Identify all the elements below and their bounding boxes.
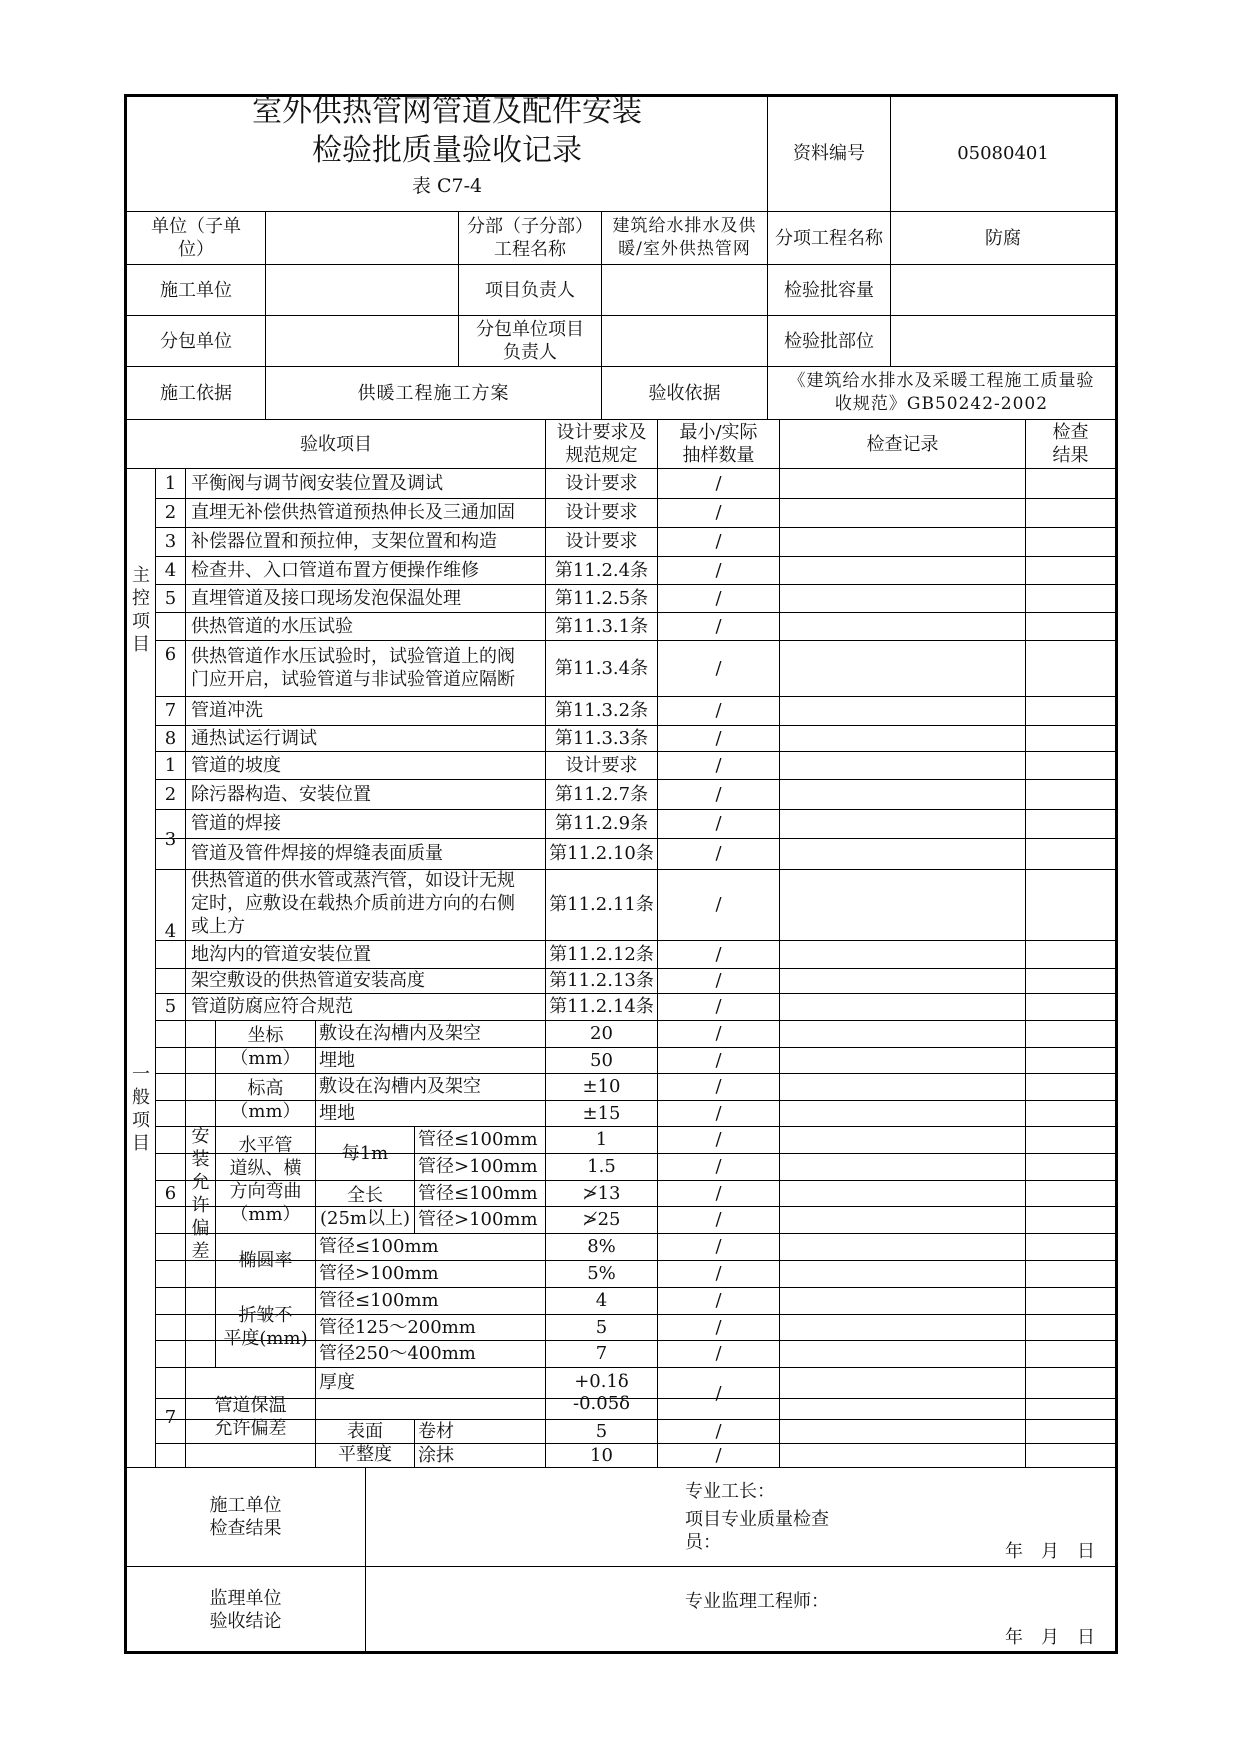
subdept-label: 分部（子分部） 工程名称 bbox=[467, 216, 593, 260]
general-item-4a-text: 供热管道的供水管或蒸汽管，如设计无规 定时，应敷设在载热介质前进方向的右侧 或上方 bbox=[191, 870, 515, 937]
acceptance-basis-label: 验收依据 bbox=[648, 382, 721, 404]
general-item-4a-sample: / bbox=[715, 894, 722, 915]
grid-line bbox=[185, 468, 186, 751]
general-item-no: 1 bbox=[164, 754, 177, 776]
coord-a-value: 20 bbox=[590, 1023, 613, 1044]
general-item-no: 5 bbox=[164, 996, 177, 1017]
grid-line bbox=[779, 419, 780, 1467]
main-item-no: 1 bbox=[164, 472, 177, 494]
general-item-3a-requirement: 第11.2.9条 bbox=[554, 813, 649, 834]
general-item-4b-text: 地沟内的管道安装位置 bbox=[191, 943, 371, 965]
roll-value: 5 bbox=[595, 1420, 608, 1442]
per1m-a-sample: / bbox=[715, 1129, 722, 1150]
ellip-b-sample: / bbox=[715, 1263, 722, 1284]
contractor-value[interactable] bbox=[266, 265, 458, 315]
general-item-1-requirement: 设计要求 bbox=[565, 754, 638, 776]
general-item-no: 6 bbox=[164, 1183, 177, 1204]
main-item-4-sample: / bbox=[715, 559, 722, 581]
supervisor-result-label: 监理单位 验收结论 bbox=[209, 1588, 282, 1632]
main-item-no: 5 bbox=[164, 587, 177, 609]
subcontractor-value[interactable] bbox=[266, 316, 458, 366]
general-item-2-requirement: 第11.2.7条 bbox=[554, 783, 649, 805]
main-item-6b-text: 供热管道作水压试验时，试验管道上的阀 门应开启，试验管道与非试验管道应隔断 bbox=[191, 646, 515, 690]
coord-a-text: 敷设在沟槽内及架空 bbox=[319, 1023, 481, 1044]
foreman-label: 专业工长： bbox=[685, 1480, 775, 1502]
main-item-7-sample: / bbox=[715, 700, 722, 721]
main-item-4-text: 检查井、入口管道布置方便操作维修 bbox=[191, 559, 479, 581]
full-b-text: 管径>100mm bbox=[418, 1209, 538, 1230]
full-b-sample: / bbox=[715, 1209, 722, 1230]
per1m-b-value: 1.5 bbox=[587, 1156, 616, 1177]
sub-pm-label: 分包单位项目 负责人 bbox=[476, 319, 584, 363]
ellip-a-sample: / bbox=[715, 1236, 722, 1257]
supervisor-date: 年 月 日 bbox=[1005, 1626, 1095, 1648]
capacity-value[interactable] bbox=[891, 265, 1115, 315]
main-item-2-requirement: 设计要求 bbox=[565, 502, 638, 523]
general-item-3a-sample: / bbox=[715, 813, 722, 834]
general-items-label: 一 般 项 目 bbox=[132, 1064, 150, 1154]
general-item-no: 4 bbox=[164, 920, 177, 942]
main-item-6b-requirement: 第11.3.4条 bbox=[554, 657, 649, 679]
col-item-header: 验收项目 bbox=[300, 433, 372, 455]
sub-pm-value[interactable] bbox=[602, 316, 767, 366]
subitem-value: 防腐 bbox=[985, 227, 1021, 249]
form-subtitle: 检验批质量验收记录 bbox=[312, 133, 582, 168]
per1m-a-text: 管径≤100mm bbox=[418, 1129, 538, 1150]
full-a-value: ≯13 bbox=[582, 1182, 621, 1204]
col-result-header: 检查 结果 bbox=[1052, 422, 1089, 466]
grid-line bbox=[365, 1467, 366, 1654]
per1m-b-sample: / bbox=[715, 1156, 722, 1177]
main-item-6a-requirement: 第11.3.1条 bbox=[554, 615, 649, 637]
engineer-label: 专业监理工程师： bbox=[685, 1590, 829, 1612]
main-item-7-text: 管道冲洗 bbox=[191, 700, 263, 721]
general-item-1-text: 管道的坡度 bbox=[191, 754, 281, 776]
fold-b-sample: / bbox=[715, 1316, 722, 1338]
paint-value: 10 bbox=[590, 1444, 613, 1466]
general-item-4c-requirement: 第11.2.13条 bbox=[549, 970, 654, 991]
ellip-b-value: 5% bbox=[587, 1263, 616, 1284]
general-item-4a-requirement: 第11.2.11条 bbox=[549, 894, 654, 915]
subitem-label: 分项工程名称 bbox=[775, 227, 883, 249]
ellipticity-label: 椭圆率 bbox=[238, 1249, 293, 1271]
coord-b-sample: / bbox=[715, 1049, 722, 1071]
unit-label: 单位（子单 位） bbox=[151, 216, 241, 260]
pm-label: 项目负责人 bbox=[485, 279, 575, 301]
main-item-8-sample: / bbox=[715, 727, 722, 749]
general-item-3b-requirement: 第11.2.10条 bbox=[549, 843, 654, 864]
main-item-no: 3 bbox=[164, 531, 177, 552]
full-length-label: 全长 (25m以上) bbox=[319, 1184, 411, 1229]
elev-b-value: ±15 bbox=[582, 1102, 621, 1124]
doc-no-value: 05080401 bbox=[957, 143, 1049, 164]
thickness-sample: / bbox=[715, 1382, 722, 1404]
general-item-2-sample: / bbox=[715, 783, 722, 805]
general-item-1-sample: / bbox=[715, 754, 722, 776]
fold-c-text: 管径250～400mm bbox=[319, 1343, 476, 1364]
coord-b-value: 50 bbox=[590, 1049, 613, 1071]
paint-text: 涂抹 bbox=[418, 1444, 454, 1466]
ellip-b-text: 管径>100mm bbox=[319, 1263, 439, 1284]
fold-b-text: 管径125～200mm bbox=[319, 1316, 476, 1338]
doc-no-label: 资料编号 bbox=[793, 143, 865, 164]
fold-c-value: 7 bbox=[595, 1343, 608, 1364]
deviation-label: 安 装 允 许 偏 差 bbox=[191, 1125, 210, 1262]
main-item-1-sample: / bbox=[715, 472, 722, 494]
main-item-1-text: 平衡阀与调节阀安装位置及调试 bbox=[191, 472, 443, 494]
fold-a-text: 管径≤100mm bbox=[319, 1290, 439, 1311]
main-item-3-sample: / bbox=[715, 531, 722, 552]
general-item-3b-sample: / bbox=[715, 843, 722, 864]
thickness-text: 厚度 bbox=[319, 1372, 355, 1393]
subdept-value: 建筑给水排水及供 暖/室外供热管网 bbox=[612, 216, 757, 259]
fold-b-value: 5 bbox=[595, 1316, 608, 1338]
elev-a-value: ±10 bbox=[582, 1076, 621, 1097]
paint-sample: / bbox=[715, 1444, 722, 1466]
full-a-text: 管径≤100mm bbox=[418, 1182, 538, 1204]
elev-label: 标高 （mm） bbox=[230, 1077, 301, 1122]
contractor-result-label: 施工单位 检查结果 bbox=[209, 1495, 282, 1539]
main-item-5-text: 直埋管道及接口现场发泡保温处理 bbox=[191, 587, 461, 609]
main-item-3-requirement: 设计要求 bbox=[565, 531, 638, 552]
fold-c-sample: / bbox=[715, 1343, 722, 1364]
thickness-value: +0.1δ -0.05δ bbox=[573, 1371, 630, 1414]
flatness-label: 表面 平整度 bbox=[338, 1421, 392, 1465]
main-item-7-requirement: 第11.3.2条 bbox=[554, 700, 649, 721]
basis-label: 施工依据 bbox=[160, 382, 232, 404]
subcontractor-label: 分包单位 bbox=[160, 330, 232, 352]
location-label: 检验批部位 bbox=[784, 330, 874, 352]
general-item-no: 7 bbox=[164, 1406, 177, 1428]
col-sample-header: 最小/实际 抽样数量 bbox=[679, 422, 758, 466]
main-item-5-sample: / bbox=[715, 587, 722, 609]
ellip-a-text: 管径≤100mm bbox=[319, 1236, 439, 1257]
main-item-no: 8 bbox=[164, 727, 177, 749]
fold-a-sample: / bbox=[715, 1290, 722, 1311]
elev-a-sample: / bbox=[715, 1076, 722, 1097]
main-item-1-requirement: 设计要求 bbox=[565, 472, 638, 494]
main-item-3-text: 补偿器位置和预拉伸，支架位置和构造 bbox=[191, 531, 497, 552]
insulation-label: 管道保温 允许偏差 bbox=[214, 1395, 287, 1439]
main-item-4-requirement: 第11.2.4条 bbox=[554, 559, 649, 581]
contractor-label: 施工单位 bbox=[160, 279, 232, 301]
general-item-4b-sample: / bbox=[715, 943, 722, 965]
per1m-a-value: 1 bbox=[595, 1129, 608, 1150]
general-item-5-requirement: 第11.2.14条 bbox=[549, 996, 654, 1017]
per1m-label: 每1m bbox=[341, 1142, 389, 1164]
main-item-no: 7 bbox=[164, 700, 177, 721]
location-value[interactable] bbox=[891, 316, 1115, 366]
main-item-no: 4 bbox=[164, 559, 177, 581]
per1m-b-text: 管径>100mm bbox=[418, 1156, 538, 1177]
full-b-value: ≯25 bbox=[582, 1209, 621, 1230]
main-item-2-text: 直埋无补偿供热管道预热伸长及三通加固 bbox=[191, 502, 515, 523]
acceptance-basis-value: 《建筑给水排水及采暖工程施工质量验 收规范》GB50242-2002 bbox=[788, 371, 1095, 414]
main-item-no: 6 bbox=[164, 643, 177, 665]
main-item-6a-text: 供热管道的水压试验 bbox=[191, 615, 353, 637]
general-item-5-sample: / bbox=[715, 996, 722, 1017]
fold-label: 折皱不 平度(mm) bbox=[223, 1305, 308, 1349]
general-item-4c-text: 架空敷设的供热管道安装高度 bbox=[191, 970, 425, 991]
general-item-no: 3 bbox=[164, 828, 177, 850]
table-number: 表 C7-4 bbox=[411, 174, 483, 197]
general-item-4b-requirement: 第11.2.12条 bbox=[549, 943, 654, 965]
fold-a-value: 4 bbox=[595, 1290, 608, 1311]
capacity-label: 检验批容量 bbox=[784, 279, 874, 301]
form-title: 室外供热管网管道及配件安装 bbox=[252, 94, 642, 129]
basis-value: 供暖工程施工方案 bbox=[357, 382, 510, 404]
coord-a-sample: / bbox=[715, 1023, 722, 1044]
contractor-date: 年 月 日 bbox=[1005, 1540, 1095, 1562]
elev-a-text: 敷设在沟槽内及架空 bbox=[319, 1076, 481, 1097]
roll-sample: / bbox=[715, 1420, 722, 1442]
pm-value[interactable] bbox=[602, 265, 767, 315]
qc-inspector-label: 项目专业质量检查 员： bbox=[685, 1509, 829, 1553]
general-item-5-text: 管道防腐应符合规范 bbox=[191, 996, 353, 1017]
main-item-6b-sample: / bbox=[715, 657, 722, 679]
grid-line bbox=[1025, 419, 1026, 1467]
elev-b-text: 埋地 bbox=[319, 1102, 355, 1124]
main-item-5-requirement: 第11.2.5条 bbox=[554, 587, 649, 609]
roll-text: 卷材 bbox=[418, 1420, 454, 1442]
full-a-sample: / bbox=[715, 1182, 722, 1204]
main-item-6a-sample: / bbox=[715, 615, 722, 637]
bend-label: 水平管 道纵、横 方向弯曲 （mm） bbox=[229, 1134, 302, 1225]
general-item-2-text: 除污器构造、安装位置 bbox=[191, 783, 371, 805]
elev-b-sample: / bbox=[715, 1102, 722, 1124]
main-item-2-sample: / bbox=[715, 502, 722, 523]
col-record-header: 检查记录 bbox=[866, 433, 939, 455]
ellip-a-value: 8% bbox=[587, 1236, 616, 1257]
coord-b-text: 埋地 bbox=[319, 1049, 355, 1071]
general-item-3b-text: 管道及管件焊接的焊缝表面质量 bbox=[191, 843, 443, 864]
unit-value[interactable] bbox=[266, 212, 458, 264]
general-item-4c-sample: / bbox=[715, 970, 722, 991]
general-item-3a-text: 管道的焊接 bbox=[191, 813, 281, 834]
main-item-8-requirement: 第11.3.3条 bbox=[554, 727, 649, 749]
main-item-no: 2 bbox=[164, 502, 177, 523]
general-item-no: 2 bbox=[164, 783, 177, 805]
coord-label: 坐标 （mm） bbox=[230, 1024, 301, 1069]
main-items-label: 主 控 项 目 bbox=[132, 565, 150, 655]
main-item-8-text: 通热试运行调试 bbox=[191, 727, 317, 749]
col-requirement-header: 设计要求及 规范规定 bbox=[556, 422, 647, 466]
